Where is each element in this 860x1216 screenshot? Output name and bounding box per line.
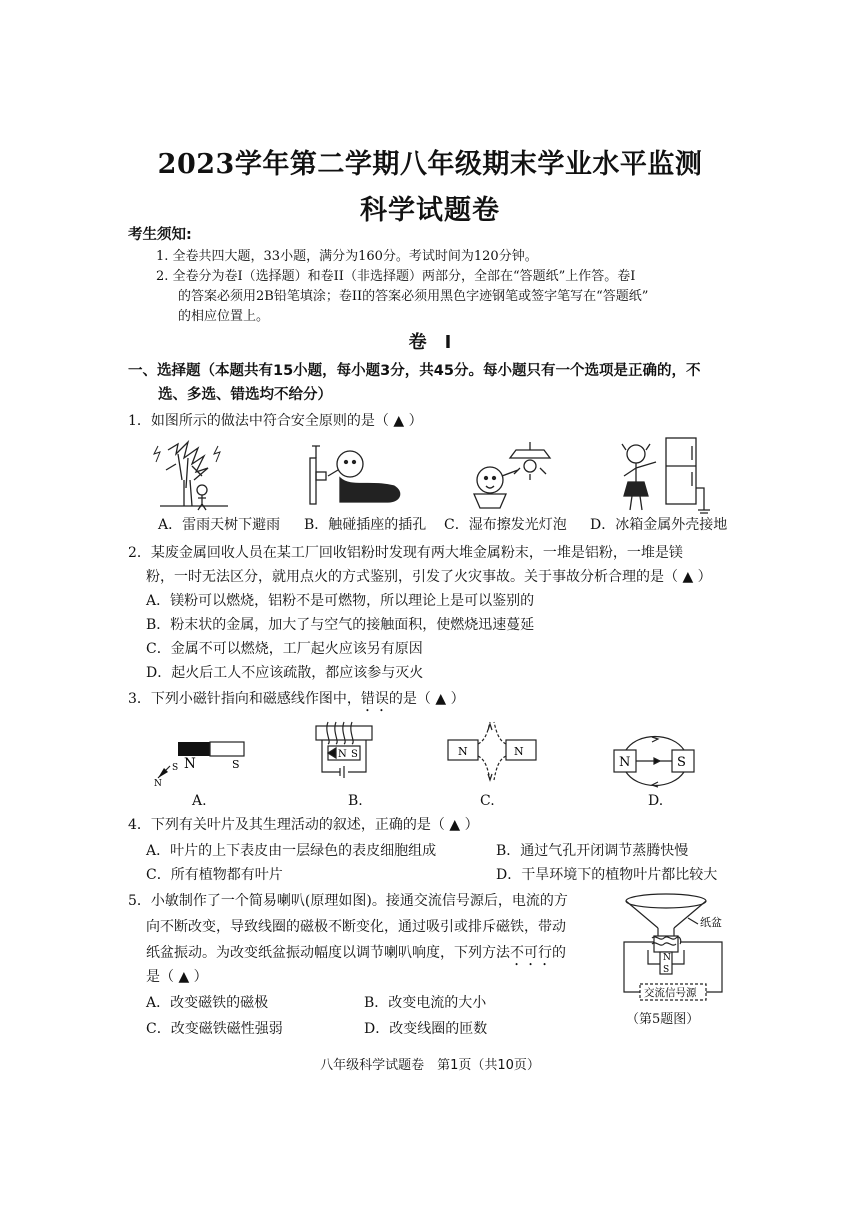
q3b-needle-s: S — [351, 749, 358, 760]
q5-fig-s: S — [663, 965, 670, 975]
q5-signal-source-label: 交流信号源 — [644, 987, 697, 999]
q3-label-a: A. — [192, 793, 207, 809]
notice-item-2-line-3: 的相应位置上。 — [178, 309, 270, 324]
q3a-magnet-n: N — [184, 756, 196, 772]
q3-label-d: D. — [648, 793, 664, 809]
notice-heading: 考生须知: — [128, 227, 192, 243]
q3-label-c: C. — [480, 793, 495, 809]
q4-option-a: A．叶片的上下表皮由一层绿色的表皮细胞组成 — [146, 843, 437, 859]
q5-stem-line-3-pre: 纸盆振动。为改变纸盆振动幅度以调节喇叭响度，下列方法 — [146, 945, 510, 961]
q3-figure-a — [150, 736, 250, 789]
notice-item-2-line-1: 2. 全卷分为卷I（选择题）和卷II（非选择题）两部分，全部在“答题纸”上作答。卷I — [156, 269, 636, 284]
q5-stem-emphasis: 不可行 — [510, 945, 552, 961]
q2-stem-line-2: 粉，一时无法区分，就用点火的方式鉴别，引发了火灾事故。关于事故分析合理的是（ ▲ ） — [146, 569, 712, 585]
q3-label-b: B. — [348, 793, 363, 809]
q3b-needle-n: N — [338, 749, 347, 760]
q2-option-a: A．镁粉可以燃烧，铝粉不是可燃物，所以理论上是可以鉴别的 — [146, 593, 535, 609]
q5-fig-n: N — [663, 953, 671, 963]
q5-stem-line-3 — [146, 942, 566, 969]
q4-option-d: D．干旱环境下的植物叶片都比较大 — [496, 867, 718, 883]
q5-paper-cone-label: 纸盆 — [700, 916, 722, 929]
q3-stem-post: 的是（ ▲ ） — [388, 691, 465, 707]
q1-figure-c — [460, 440, 560, 512]
section-header-line-1: 一、选择题（本题共有15小题，每小题3分，共45分。每小题只有一个选项是正确的，不 — [128, 363, 701, 379]
q5-speaker-figure — [618, 892, 730, 1008]
q1-stem: 1．如图所示的做法中符合安全原则的是（ ▲ ） — [128, 413, 423, 429]
q5-stem-line-1: 5．小敏制作了一个简易喇叭(原理如图)。接通交流信号源后，电流的方 — [128, 893, 568, 909]
q3d-magnet-s: S — [677, 755, 686, 770]
q1-option-d: D．冰箱金属外壳接地 — [590, 517, 728, 533]
q3-stem-emphasis: 错误 — [360, 691, 389, 707]
q5-stem-line-2: 向不断改变，导致线圈的磁极不断变化，通过吸引或排斥磁铁，带动 — [146, 919, 566, 935]
q1-figure-a — [148, 440, 238, 512]
q3c-left-n: N — [458, 745, 468, 758]
q3-figure-c — [446, 722, 538, 782]
q3a-needle-s: S — [172, 763, 179, 773]
q4-option-c: C．所有植物都有叶片 — [146, 867, 283, 883]
q3a-needle-n: N — [154, 779, 162, 789]
q2-option-d: D．起火后工人不应该疏散，都应该参与灭火 — [146, 665, 424, 681]
q2-option-b: B．粉末状的金属，加大了与空气的接触面积，使燃烧迅速蔓延 — [146, 617, 535, 633]
q3-stem-pre: 3．下列小磁针指向和磁感线作图中， — [128, 691, 361, 707]
q5-option-c: C．改变磁铁磁性强弱 — [146, 1021, 283, 1037]
page-footer: 八年级科学试题卷 第1页（共10页） — [320, 1058, 540, 1073]
q4-stem: 4．下列有关叶片及其生理活动的叙述，正确的是（ ▲ ） — [128, 817, 479, 833]
q4-option-b: B．通过气孔开闭调节蒸腾快慢 — [496, 843, 689, 859]
q3c-right-n: N — [514, 745, 524, 758]
q1-option-c: C．湿布擦发光灯泡 — [444, 517, 567, 533]
q1-figure-d — [612, 436, 716, 514]
q5-stem-line-4: 是（ ▲ ） — [146, 969, 208, 985]
q3a-magnet-s: S — [232, 758, 240, 771]
exam-title: 2023学年第二学期八年级期末学业水平监测 — [157, 149, 703, 180]
q3d-magnet-n: N — [619, 755, 631, 770]
q1-option-b: B．触碰插座的插孔 — [304, 517, 427, 533]
q2-option-c: C．金属不可以燃烧，工厂起火应该另有原因 — [146, 641, 423, 657]
q2-stem-line-1: 2．某废金属回收人员在某工厂回收铝粉时发现有两大堆金属粉末，一堆是铝粉，一堆是镁 — [128, 545, 683, 561]
q3-stem — [128, 688, 465, 715]
q5-stem-line-3-post: 的 — [552, 945, 566, 961]
volume-title: 卷 Ⅰ — [408, 332, 452, 353]
section-header-line-2: 选、多选、错选均不给分） — [158, 387, 332, 403]
notice-item-1: 1. 全卷共四大题，33小题，满分为160分。考试时间为120分钟。 — [156, 249, 538, 264]
q5-option-d: D．改变线圈的匝数 — [364, 1021, 488, 1037]
q5-option-b: B．改变电流的大小 — [364, 995, 487, 1011]
q5-figure-caption: （第5题图） — [626, 1012, 700, 1027]
q1-figure-b — [300, 440, 410, 512]
exam-subtitle: 科学试题卷 — [360, 195, 500, 226]
q5-option-a: A．改变磁铁的磁极 — [146, 995, 269, 1011]
q3-figure-d — [608, 736, 702, 788]
notice-item-2-line-2: 的答案必须用2B铅笔填涂；卷II的答案必须用黑色字迹钢笔或签字笔写在“答题纸” — [178, 289, 649, 304]
q1-option-a: A．雷雨天树下避雨 — [158, 517, 281, 533]
q3-figure-b — [314, 722, 376, 780]
